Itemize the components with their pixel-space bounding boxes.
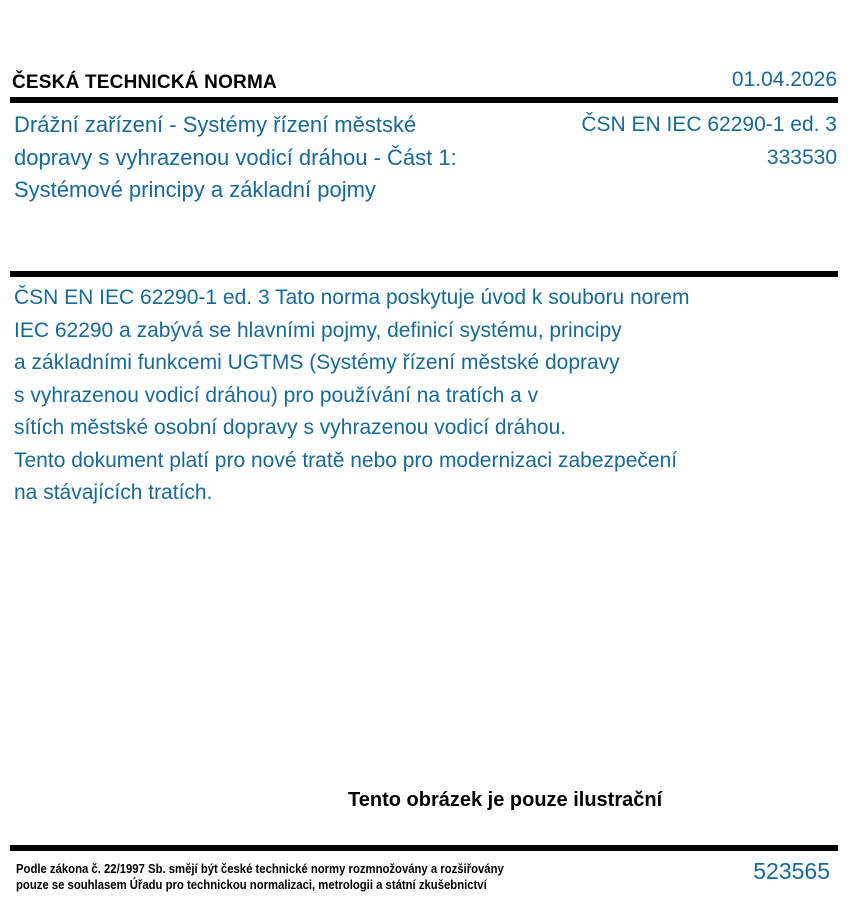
page-title: ČESKÁ TECHNICKÁ NORMA xyxy=(12,72,277,93)
norm-designation: ČSN EN IEC 62290-1 ed. 3 xyxy=(581,113,837,136)
norm-reference-block xyxy=(581,109,837,174)
norm-title: Drážní zařízení - Systémy řízení městské dopravy s vyhrazenou vodicí dráhou - Část 1: Systémové principy a základní pojmy xyxy=(14,112,457,202)
footer-divider xyxy=(10,845,838,851)
norm-abstract: ČSN EN IEC 62290-1 ed. 3 Tato norma poskytuje úvod k souboru norem IEC 62290 a zabývá se hlavními pojmy, definicí systému, principy a základními funkcemi UGTMS (Systémy řízení městské dopravy s vyhrazenou vodicí dráhou) pro používání na tratích a v sítích městské osobní dopravy s vyhrazenou vodicí dráhou. Tento dokument platí pro nové tratě nebo pro modernizaci zabezpečení na stávajících tratích. xyxy=(14,286,690,504)
illustration-note: Tento obrázek je pouze ilustrační xyxy=(348,789,663,811)
footer-legal-notice: Podle zákona č. 22/1997 Sb. smějí být české technické normy rozmnožovány a rozšiřovány pouze se souhlasem Úřadu pro technickou normalizaci, metrologii a státní zkušebnictví xyxy=(16,861,504,892)
footer-order-number: 523565 xyxy=(753,858,830,884)
norm-class-number: 333530 xyxy=(766,145,837,169)
issue-date: 01.04.2026 xyxy=(731,68,837,91)
header-divider xyxy=(10,97,838,103)
title-divider xyxy=(10,271,838,277)
